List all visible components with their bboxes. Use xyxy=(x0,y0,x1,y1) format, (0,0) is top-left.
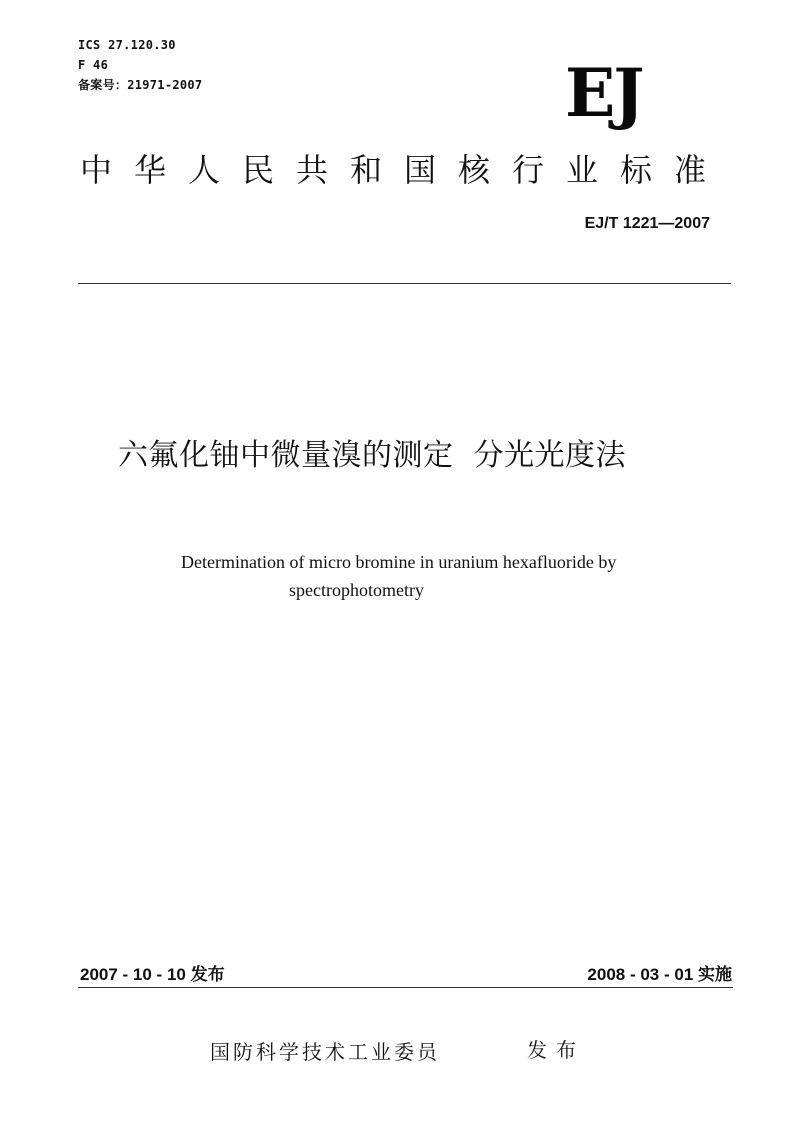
issue-action: 发布 xyxy=(527,1038,585,1062)
issuing-authority: 国防科学技术工业委员 xyxy=(210,1040,440,1064)
document-title-en-line2: spectrophotometry xyxy=(289,580,424,600)
standard-number: EJ/T 1221—2007 xyxy=(584,215,710,232)
standard-category-title: 中华人民共和国核行业标准 xyxy=(80,151,729,189)
document-title-cn xyxy=(118,436,626,476)
implementation-date: 2008 - 03 - 01 实施 xyxy=(587,965,732,984)
document-title-cn-part2: 分光光度法 xyxy=(473,438,626,473)
document-title-en-line1: Determination of micro bromine in uranium hexafluoride by xyxy=(181,552,617,572)
ej-logo: EJ xyxy=(565,54,643,132)
filing-number: 备案号：21971-2007 xyxy=(78,78,203,92)
ics-code: ICS 27.120.30 xyxy=(78,38,176,52)
document-title-cn-part1: 六氟化铀中微量溴的测定 xyxy=(118,438,454,473)
top-divider xyxy=(78,283,731,284)
ccs-code: F 46 xyxy=(78,58,109,72)
bottom-divider xyxy=(78,987,733,988)
issue-date: 2007 - 10 - 10 发布 xyxy=(80,965,225,984)
